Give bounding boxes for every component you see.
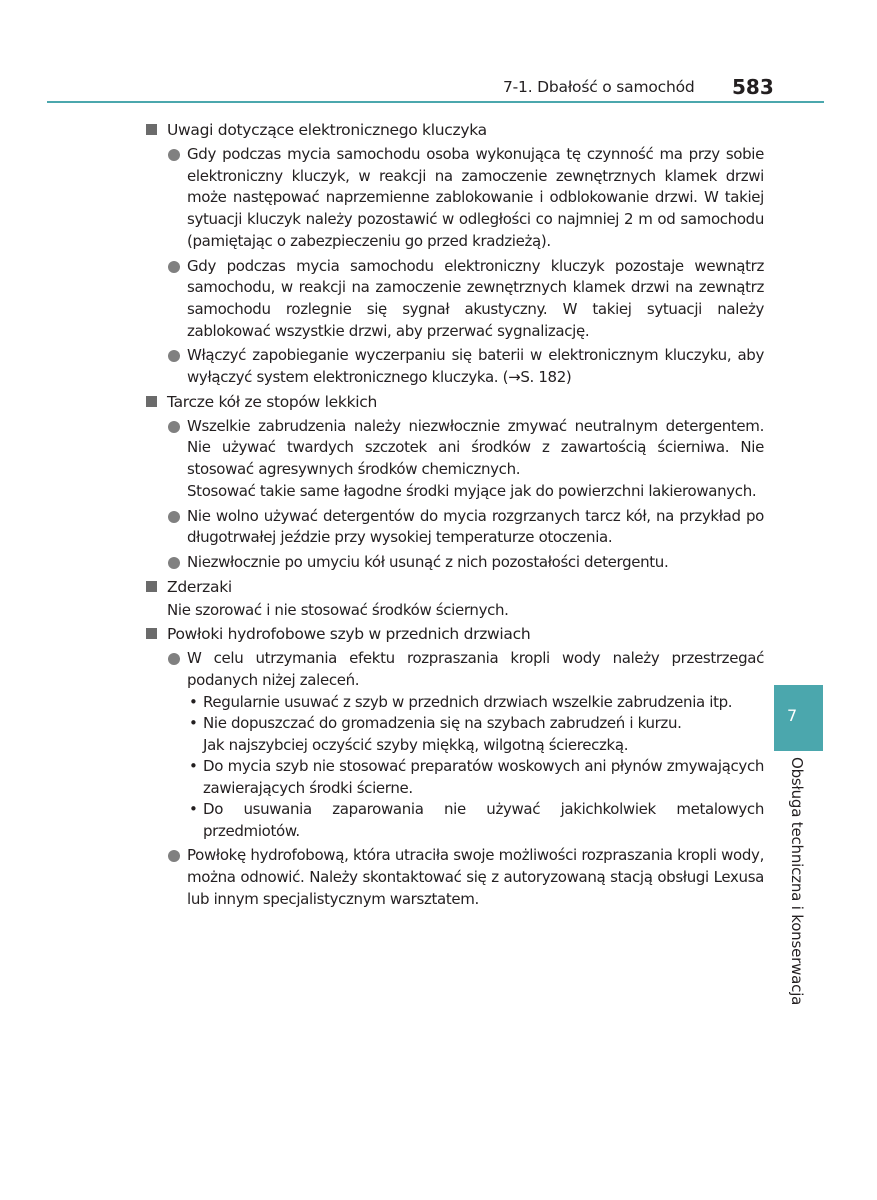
list-item: Gdy podczas mycia samochodu elektroniczny kluczyk pozostaje wewnątrz samochodu, w reakcji na zamoczenie zewnętrznych klamek drzwi na zewnątrz samochodu rozlegnie się sygnał akustyczny. W takiej sytuacji należy zablokować wszystkie drzwi, aby przerwać sygnalizację.: [168, 256, 764, 343]
list-item: W celu utrzymania efektu rozpraszania kropli wody należy przestrzegać podanych niżej zaleceń. • Regularnie usuwać z szyb w przednich drzwiach wszelkie zabrudzenia itp. • Nie dopuszczać do gromadzenia się na szybach zabrudzeń i kurzu. Jak najszybciej oczyścić szyby miękką, wilgotną ściereczką. • Do mycia szyb nie stosować preparatów woskowych ani płynów zmywających zawierających środki ścierne. • Do usuwania zaparowania nie używać jakichkolwiek metalowych przedmiotów.: [168, 648, 764, 842]
round-bullet-icon: [168, 653, 180, 665]
round-bullet-icon: [168, 850, 180, 862]
chapter-number: 7: [787, 706, 798, 725]
round-bullet-icon: [168, 557, 180, 569]
round-bullet-icon: [168, 350, 180, 362]
bullet-icon: •: [189, 757, 198, 776]
section-heading-electronic-key: Uwagi dotyczące elektronicznego kluczyka: [146, 119, 764, 141]
header-rule: [47, 101, 824, 103]
paragraph: Nie szorować i nie stosować środków ściernych.: [167, 600, 509, 619]
page-content: [146, 117, 764, 910]
sub-list: [187, 692, 764, 843]
square-bullet-icon: [146, 124, 157, 135]
sub-list-item: • Do usuwania zaparowania nie używać jakichkolwiek metalowych przedmiotów.: [189, 800, 764, 840]
chapter-title: Obsługa techniczna i konserwacja: [788, 757, 806, 1006]
square-bullet-icon: [146, 396, 157, 407]
section-heading-alloy-wheels: Tarcze kół ze stopów lekkich: [146, 391, 764, 413]
round-bullet-icon: [168, 261, 180, 273]
list-item: Powłokę hydrofobową, która utraciła swoje możliwości rozpraszania kropli wody, można odnowić. Należy skontaktować się z autoryzowaną stacją obsługi Lexusa lub innym specjalistycznym warsztatem.: [168, 845, 764, 910]
list-item: Niezwłocznie po umyciu kół usunąć z nich pozostałości detergentu.: [168, 552, 764, 574]
section-heading-bumpers: Zderzaki: [146, 576, 764, 598]
round-bullet-icon: [168, 149, 180, 161]
section-heading-hydrophobic-coating: Powłoki hydrofobowe szyb w przednich drzwiach: [146, 623, 764, 645]
page-number: 583: [732, 75, 774, 99]
sub-list-item: • Nie dopuszczać do gromadzenia się na szybach zabrudzeń i kurzu. Jak najszybciej oczyścić szyby miękką, wilgotną ściereczką.: [189, 714, 682, 754]
square-bullet-icon: [146, 581, 157, 592]
square-bullet-icon: [146, 628, 157, 639]
running-header-title: 7-1. Dbałość o samochód: [503, 78, 695, 96]
list-item: Nie wolno używać detergentów do mycia rozgrzanych tarcz kół, na przykład po długotrwałej jeździe przy wysokiej temperaturze otoczenia.: [168, 506, 764, 549]
round-bullet-icon: [168, 421, 180, 433]
chapter-tab: [774, 685, 823, 751]
list-item: Włączyć zapobieganie wyczerpaniu się baterii w elektronicznym kluczyku, aby wyłączyć system elektronicznego kluczyka. (→S. 182): [168, 345, 764, 388]
bullet-icon: •: [189, 714, 198, 733]
list-item: Gdy podczas mycia samochodu osoba wykonująca tę czynność ma przy sobie elektroniczny kluczyk, w reakcji na zamoczenie zewnętrznych klamek drzwi może następować naprzemienne zablokowanie i odblokowanie drzwi. W takiej sytuacji kluczyk należy pozostawić w odległości co najmniej 2 m od samochodu (pamiętając o zabezpieczeniu go przed kradzieżą).: [168, 144, 764, 253]
sub-list-item: • Do mycia szyb nie stosować preparatów woskowych ani płynów zmywających zawierających środki ścierne.: [189, 757, 764, 797]
bullet-icon: •: [189, 800, 198, 819]
sub-list-item: • Regularnie usuwać z szyb w przednich drzwiach wszelkie zabrudzenia itp.: [187, 692, 764, 714]
round-bullet-icon: [168, 511, 180, 523]
list-item: Wszelkie zabrudzenia należy niezwłocznie zmywać neutralnym detergentem. Nie używać twardych szczotek ani środków z zawartością ścierniwa. Nie stosować agresywnych środków chemicznych. Stosować takie same łagodne środki myjące jak do powierzchni lakierowanych.: [168, 416, 764, 503]
bullet-icon: •: [189, 692, 198, 711]
